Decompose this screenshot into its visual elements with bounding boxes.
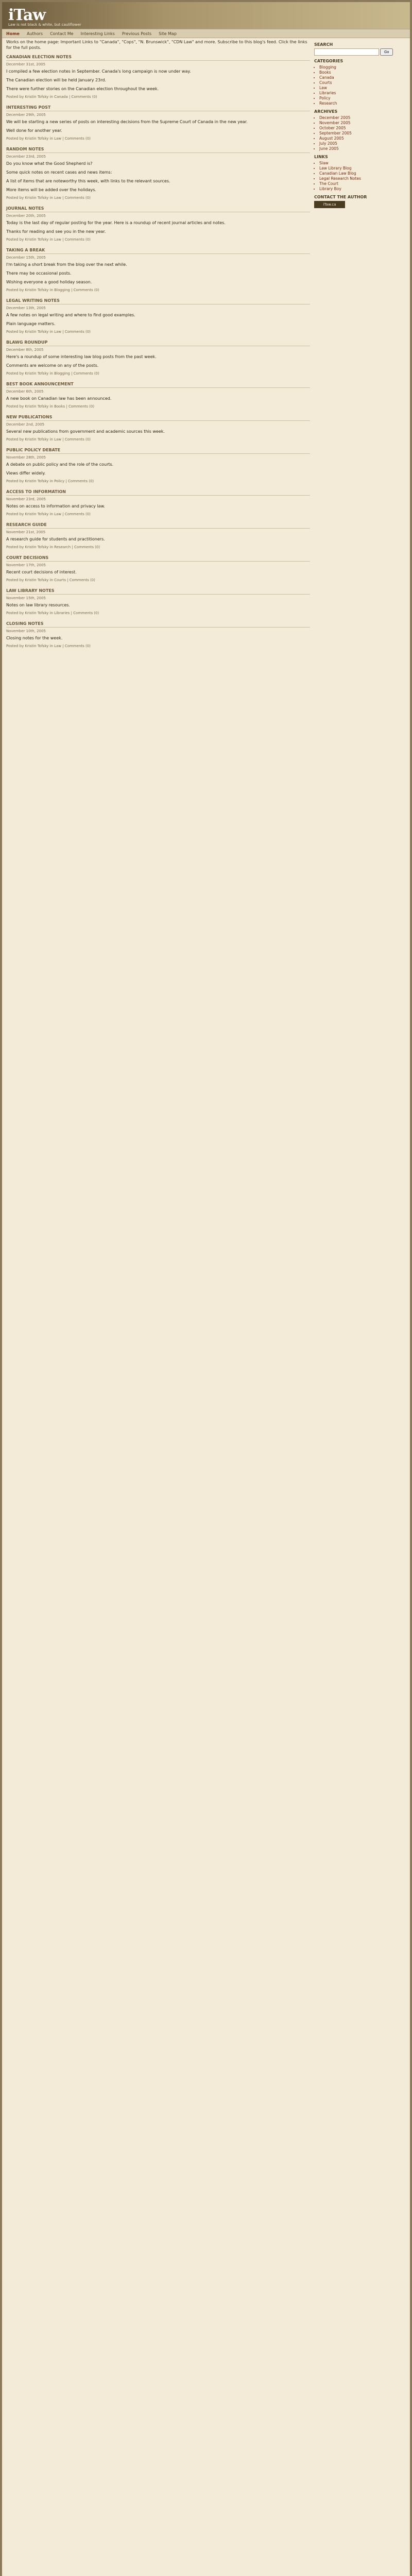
post-paragraph: Plain language matters.: [6, 321, 56, 326]
post-paragraph: A new book on Canadian law has been announced.: [6, 396, 112, 401]
post-date: November 15th, 2005: [6, 596, 46, 600]
sidebar: [314, 39, 406, 210]
post-title[interactable]: RANDOM NOTES: [6, 147, 310, 153]
nav-sitemap[interactable]: Site Map: [159, 31, 177, 36]
post-paragraph: I'm taking a short break from the blog over the next while.: [6, 262, 127, 267]
post-date: November 17th, 2005: [6, 563, 46, 567]
post-title[interactable]: TAKING A BREAK: [6, 248, 310, 254]
links-heading: LINKS: [314, 155, 328, 159]
post-body: [6, 635, 310, 641]
post-entry: [6, 298, 310, 334]
post-meta[interactable]: Posted by Kristin Tofsky in Blogging | Comments (0): [6, 288, 99, 292]
post-entry: [6, 105, 310, 141]
archive-link[interactable]: • June 2005: [319, 146, 406, 151]
archive-link[interactable]: • December 2005: [319, 115, 406, 121]
post-paragraph: More items will be added over the holidays.: [6, 188, 96, 192]
post-paragraph: The Canadian election will be held January 23rd.: [6, 78, 106, 82]
post-body: [6, 602, 310, 608]
post-paragraph: There were further stories on the Canadian election throughout the week.: [6, 87, 159, 91]
post-meta[interactable]: Posted by Kristin Tofsky in Law | Comments (0): [6, 238, 91, 242]
post-date: December 6th, 2005: [6, 389, 44, 394]
post-entry: [6, 248, 310, 292]
post-body: [6, 569, 310, 575]
nav-previous[interactable]: Previous Posts: [122, 31, 152, 36]
main-column: [6, 39, 310, 654]
site-header: [2, 2, 410, 29]
post-title[interactable]: INTERESTING POST: [6, 105, 310, 111]
post-title[interactable]: BLAWG ROUNDUP: [6, 340, 310, 346]
post-body: [6, 312, 310, 327]
post-paragraph: A debate on public policy and the role of the courts.: [6, 462, 114, 467]
site-badge[interactable]: iTaw.ca: [314, 201, 345, 208]
post-entry: [6, 621, 310, 648]
post-body: [6, 69, 310, 92]
category-link[interactable]: • Courts: [319, 80, 406, 86]
post-paragraph: Do you know what the Good Shepherd is?: [6, 161, 93, 166]
post-title[interactable]: BEST BOOK ANNOUNCEMENT: [6, 382, 310, 388]
site-tagline: Law is not black & white, but cauliflower: [8, 23, 81, 27]
post-meta[interactable]: Posted by Kristin Tofsky in Research | Comments (0): [6, 545, 100, 549]
post-paragraph: Here's a roundup of some interesting law blog posts from the past week.: [6, 354, 157, 359]
post-entry: [6, 588, 310, 615]
post-meta[interactable]: Posted by Kristin Tofsky in Courts | Comments (0): [6, 578, 95, 582]
post-entry: [6, 206, 310, 242]
post-paragraph: A research guide for students and practitioners.: [6, 537, 105, 541]
post-paragraph: Thanks for reading and see you in the new year.: [6, 229, 106, 234]
post-paragraph: We will be starting a new series of posts on interesting decisions from the Supreme Court of Canada in the new year.: [6, 120, 248, 124]
post-paragraph: Several new publications from government and academic sources this week.: [6, 429, 165, 434]
page: [2, 2, 410, 2576]
post-entry: [6, 522, 310, 549]
post-paragraph: Wishing everyone a good holiday season.: [6, 280, 92, 284]
search-input[interactable]: [314, 48, 379, 56]
post-date: December 29th, 2005: [6, 113, 46, 117]
archive-link[interactable]: • September 2005: [319, 131, 406, 136]
post-date: December 2nd, 2005: [6, 422, 45, 427]
post-paragraph: Well done for another year.: [6, 128, 62, 133]
nav-bar: [2, 29, 410, 38]
blogroll-link[interactable]: • Law Library Blog: [319, 166, 406, 171]
blogroll-link[interactable]: • The Court: [319, 181, 406, 187]
post-paragraph: Today is the last day of regular posting for the year. Here is a roundup of recent journal articles and notes.: [6, 221, 226, 225]
post-entry: [6, 448, 310, 483]
post-body: [6, 462, 310, 476]
post-meta[interactable]: Posted by Kristin Tofsky in Law | Comments (0): [6, 196, 91, 200]
post-paragraph: Closing notes for the week.: [6, 636, 63, 640]
post-title[interactable]: COURT DECISIONS: [6, 555, 310, 562]
post-title[interactable]: LEGAL WRITING NOTES: [6, 298, 310, 304]
post-title[interactable]: RESEARCH GUIDE: [6, 522, 310, 529]
post-meta[interactable]: Posted by Kristin Tofsky in Law | Comments (0): [6, 644, 91, 648]
post-paragraph: There may be occasional posts.: [6, 271, 72, 276]
post-date: December 20th, 2005: [6, 214, 46, 218]
category-link[interactable]: • Policy: [319, 96, 406, 101]
post-date: November 10th, 2005: [6, 629, 46, 633]
nav-authors[interactable]: Authors: [26, 31, 43, 36]
post-meta[interactable]: Posted by Kristin Tofsky in Law | Comments (0): [6, 512, 91, 516]
post-paragraph: A few notes on legal writing and where to find good examples.: [6, 313, 135, 317]
post-paragraph: Comments are welcome on any of the posts.: [6, 363, 99, 368]
post-date: November 28th, 2005: [6, 455, 46, 460]
blogroll-link[interactable]: • Library Boy: [319, 187, 406, 192]
post-body: [6, 354, 310, 368]
post-body: [6, 429, 310, 434]
post-entry: [6, 555, 310, 582]
categories-heading: CATEGORIES: [314, 59, 344, 63]
post-paragraph: Views differ widely.: [6, 471, 46, 476]
nav-contact[interactable]: Contact Me: [50, 31, 74, 36]
post-title[interactable]: NEW PUBLICATIONS: [6, 415, 310, 421]
category-link[interactable]: • Research: [319, 101, 406, 106]
blogroll-link[interactable]: • Canadian Law Blog: [319, 171, 406, 176]
nav-home[interactable]: Home: [6, 31, 20, 36]
post-paragraph: I compiled a few election notes in September. Canada's long campaign is now under way.: [6, 69, 191, 74]
contact-heading: CONTACT THE AUTHOR: [314, 195, 367, 199]
category-link[interactable]: • Libraries: [319, 91, 406, 96]
archive-link[interactable]: • November 2005: [319, 121, 406, 126]
site-logo[interactable]: iTaw: [8, 6, 46, 24]
post-date: November 23rd, 2005: [6, 497, 46, 501]
post-body: [6, 220, 310, 234]
post-date: December 31st, 2005: [6, 62, 46, 66]
post-paragraph: Recent court decisions of interest.: [6, 570, 77, 574]
post-list: [6, 55, 310, 648]
post-meta[interactable]: Posted by Kristin Tofsky in Law | Comments (0): [6, 330, 91, 334]
post-body: [6, 161, 310, 193]
blogroll-link[interactable]: • Slaw: [319, 161, 406, 166]
post-meta[interactable]: Posted by Kristin Tofsky in Policy | Comments (0): [6, 479, 94, 483]
post-paragraph: A list of items that are noteworthy this week, with links to the relevant sources.: [6, 179, 170, 183]
category-link[interactable]: • Books: [319, 70, 406, 75]
post-title[interactable]: CANADIAN ELECTION NOTES: [6, 55, 310, 61]
post-date: December 15th, 2005: [6, 256, 46, 260]
post-date: December 13th, 2005: [6, 306, 46, 310]
post-body: [6, 536, 310, 542]
post-entry: [6, 382, 310, 409]
post-meta[interactable]: Posted by Kristin Tofsky in Law | Comments (0): [6, 137, 91, 141]
post-meta[interactable]: Posted by Kristin Tofsky in Canada | Comments (0): [6, 95, 97, 99]
intro-text: Works on the home page: Important Links to "Canada", "Cops", "N. Brunswick", "CDN Law" and more. Subscribe to this blog's feed. Click the links for the full posts.: [6, 40, 307, 50]
post-entry: [6, 415, 310, 442]
search-button[interactable]: Go: [380, 48, 393, 56]
links-list: [319, 161, 406, 192]
post-date: December 23rd, 2005: [6, 155, 46, 159]
search-box: [314, 48, 406, 56]
post-body: [6, 396, 310, 401]
post-meta[interactable]: Posted by Kristin Tofsky in Libraries | Comments (0): [6, 611, 99, 615]
archives-list: [319, 115, 406, 151]
archive-link[interactable]: • August 2005: [319, 136, 406, 141]
archive-link[interactable]: • July 2005: [319, 141, 406, 146]
post-body: [6, 119, 310, 133]
archives-heading: ARCHIVES: [314, 109, 338, 114]
category-link[interactable]: • Law: [319, 86, 406, 91]
post-entry: [6, 147, 310, 200]
post-body: [6, 262, 310, 285]
post-title[interactable]: PUBLIC POLICY DEBATE: [6, 448, 310, 454]
post-entry: [6, 489, 310, 516]
nav-links[interactable]: Interesting Links: [80, 31, 115, 36]
post-body: [6, 503, 310, 509]
post-meta[interactable]: Posted by Kristin Tofsky in Blogging | Comments (0): [6, 371, 99, 376]
post-entry: [6, 340, 310, 376]
categories-list: [319, 65, 406, 106]
post-entry: [6, 55, 310, 99]
search-heading: SEARCH: [314, 42, 333, 47]
post-title[interactable]: LAW LIBRARY NOTES: [6, 588, 310, 595]
post-title[interactable]: CLOSING NOTES: [6, 621, 310, 628]
archive-link[interactable]: • October 2005: [319, 126, 406, 131]
category-link[interactable]: • Canada: [319, 75, 406, 80]
post-date: December 8th, 2005: [6, 348, 44, 352]
post-paragraph: Notes on access to information and privacy law.: [6, 504, 105, 509]
post-paragraph: Some quick notes on recent cases and news items:: [6, 170, 112, 175]
post-meta[interactable]: Posted by Kristin Tofsky in Law | Comments (0): [6, 437, 91, 442]
category-link[interactable]: • Blogging: [319, 65, 406, 70]
post-paragraph: Notes on law library resources.: [6, 603, 70, 607]
blogroll-link[interactable]: • Legal Research Notes: [319, 176, 406, 181]
post-title[interactable]: ACCESS TO INFORMATION: [6, 489, 310, 496]
post-date: November 21st, 2005: [6, 530, 46, 534]
post-meta[interactable]: Posted by Kristin Tofsky in Books | Comments (0): [6, 404, 95, 409]
post-title[interactable]: JOURNAL NOTES: [6, 206, 310, 212]
